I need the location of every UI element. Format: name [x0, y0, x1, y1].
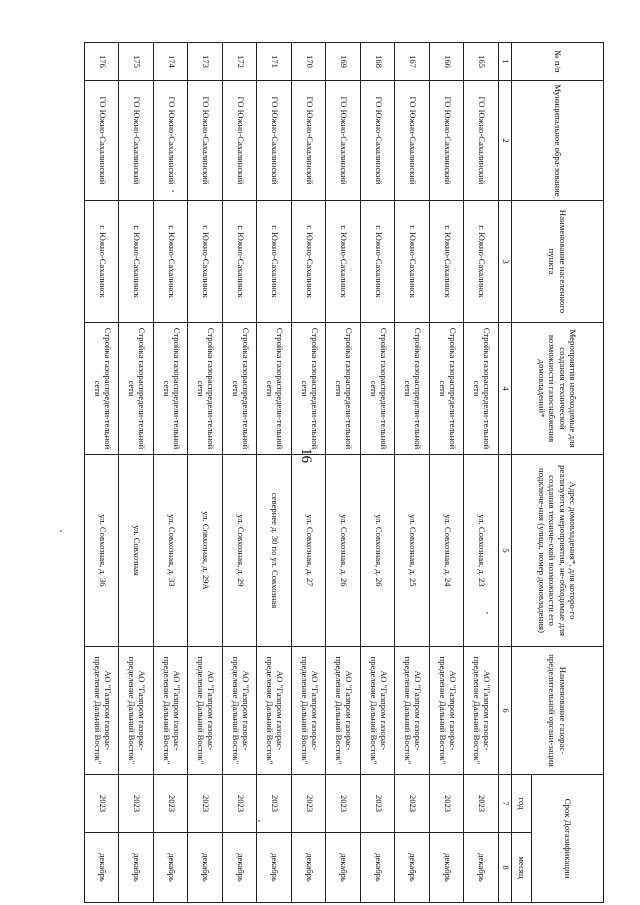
- organization-cell: АО "Газпром газорас-пределение Дальний Восток": [292, 647, 327, 775]
- settlement-cell: г. Южно-Сахалинск: [326, 201, 361, 323]
- column-number: 3: [499, 201, 512, 323]
- column-number: 5: [499, 455, 512, 647]
- settlement-cell: г. Южно-Сахалинск: [292, 201, 327, 323]
- municipality-cell: ГО Южно-Сахалинский: [119, 81, 154, 201]
- municipality-cell: ГО Южно-Сахалинский: [223, 81, 258, 201]
- row-number: 170: [292, 43, 327, 81]
- measures-cell: Стройка газораспредели-тельной сети: [395, 323, 430, 455]
- table-row: [395, 43, 430, 903]
- measures-cell: Стройка газораспредели-тельной сети: [430, 323, 465, 455]
- settlement-cell: г. Южно-Сахалинск: [119, 201, 154, 323]
- year-cell: 2023: [326, 775, 361, 833]
- measures-cell: Стройка газораспредели-тельной сети: [464, 323, 499, 455]
- organization-cell: АО "Газпром газорас-пределение Дальний Восток": [326, 647, 361, 775]
- rotated-page: [84, 42, 604, 902]
- year-cell: 2023: [188, 775, 223, 833]
- month-cell: декабрь: [430, 833, 465, 903]
- measures-cell: Стройка газораспредели-тельной сети: [119, 323, 154, 455]
- municipality-cell: ГО Южно-Сахалинский: [154, 81, 189, 201]
- settlement-cell: г. Южно-Сахалинск: [257, 201, 292, 323]
- month-cell: декабрь: [326, 833, 361, 903]
- column-number: 2: [499, 81, 512, 201]
- year-cell: 2023: [430, 775, 465, 833]
- organization-cell: АО "Газпром газорас-пределение Дальний Восток": [223, 647, 258, 775]
- measures-cell: Стройка газораспредели-тельной сети: [326, 323, 361, 455]
- row-number: 175: [119, 43, 154, 81]
- address-cell: ул. Совхозная, д. 24: [430, 455, 465, 647]
- column-number-row: [499, 43, 512, 903]
- organization-cell: АО "Газпром газорас-пределение Дальний Восток": [257, 647, 292, 775]
- measures-cell: Стройка газораспредели-тельной сети: [292, 323, 327, 455]
- municipality-cell: ГО Южно-Сахалинский: [188, 81, 223, 201]
- year-cell: 2023: [292, 775, 327, 833]
- municipality-cell: ГО Южно-Сахалинский: [292, 81, 327, 201]
- organization-cell: АО "Газпром газорас-пределение Дальний Восток": [154, 647, 189, 775]
- table-row: [119, 43, 154, 903]
- row-number: 168: [361, 43, 396, 81]
- address-cell: ул. Совхозная, д. 36: [85, 455, 120, 647]
- header-month: месяц: [512, 833, 532, 903]
- row-number: 169: [326, 43, 361, 81]
- table-row: [154, 43, 189, 903]
- month-cell: декабрь: [257, 833, 292, 903]
- column-number: 8: [499, 833, 512, 903]
- settlement-cell: г. Южно-Сахалинск: [430, 201, 465, 323]
- year-cell: 2023: [154, 775, 189, 833]
- settlement-cell: г. Южно-Сахалинск: [361, 201, 396, 323]
- column-number: 1: [499, 43, 512, 81]
- organization-cell: АО "Газпром газорас-пределение Дальний Восток": [188, 647, 223, 775]
- month-cell: декабрь: [361, 833, 396, 903]
- municipality-cell: ГО Южно-Сахалинский: [326, 81, 361, 201]
- scan-speck: [258, 820, 260, 822]
- address-cell: ул. Совхозная, д. 23: [464, 455, 499, 647]
- header-measures: Мероприятия необходимые для создания технической возможности газоснабжения домовладений*: [512, 323, 604, 455]
- table-row: [430, 43, 465, 903]
- municipality-cell: ГО Южно-Сахалинский: [257, 81, 292, 201]
- year-cell: 2023: [464, 775, 499, 833]
- address-cell: ул. Совхозная, д. 29: [223, 455, 258, 647]
- municipality-cell: ГО Южно-Сахалинский: [85, 81, 120, 201]
- organization-cell: АО "Газпром газорас-пределение Дальний Восток": [464, 647, 499, 775]
- measures-cell: Стройка газораспредели-тельной сети: [85, 323, 120, 455]
- settlement-cell: г. Южно-Сахалинск: [223, 201, 258, 323]
- measures-cell: Стройка газораспредели-тельной сети: [223, 323, 258, 455]
- year-cell: 2023: [119, 775, 154, 833]
- measures-cell: Стройка газораспредели-тельной сети: [154, 323, 189, 455]
- address-cell: ул. Совхозная, д. 29А: [188, 455, 223, 647]
- header-num: № п/п: [512, 43, 604, 81]
- municipality-cell: ГО Южно-Сахалинский: [395, 81, 430, 201]
- municipality-cell: ГО Южно-Сахалинский: [430, 81, 465, 201]
- row-number: 173: [188, 43, 223, 81]
- month-cell: декабрь: [188, 833, 223, 903]
- column-number: 6: [499, 647, 512, 775]
- address-cell: севернее д. 30 по ул. Совхозная: [257, 455, 292, 647]
- column-number: 4: [499, 323, 512, 455]
- month-cell: декабрь: [85, 833, 120, 903]
- month-cell: декабрь: [395, 833, 430, 903]
- measures-cell: Стройка газораспредели-тельной сети: [257, 323, 292, 455]
- year-cell: 2023: [223, 775, 258, 833]
- settlement-cell: г. Южно-Сахалинск: [395, 201, 430, 323]
- row-number: 166: [430, 43, 465, 81]
- table-row: [326, 43, 361, 903]
- table-row: [464, 43, 499, 903]
- month-cell: декабрь: [464, 833, 499, 903]
- month-cell: декабрь: [154, 833, 189, 903]
- table-row: [292, 43, 327, 903]
- header-municipality: Муниципальное обра-зование: [512, 81, 604, 201]
- municipality-cell: ГО Южно-Сахалинский: [464, 81, 499, 201]
- address-cell: ул. Совхозная, д. 27: [292, 455, 327, 647]
- settlement-cell: г. Южно-Сахалинск: [85, 201, 120, 323]
- organization-cell: АО "Газпром газорас-пределение Дальний Восток": [361, 647, 396, 775]
- settlement-cell: г. Южно-Сахалинск: [464, 201, 499, 323]
- organization-cell: АО "Газпром газорас-пределение Дальний Восток": [119, 647, 154, 775]
- address-cell: ул. Совхозная, д. 25: [395, 455, 430, 647]
- table-row: [361, 43, 396, 903]
- address-cell: ул. Совхозная, д. 26: [361, 455, 396, 647]
- address-cell: ул. Совхозная, д. 33: [154, 455, 189, 647]
- scan-speck: [60, 530, 62, 532]
- scan-speck: [172, 190, 174, 192]
- header-organization: Наименование газорас-пределительной органи-зации: [512, 647, 604, 775]
- measures-cell: Стройка газораспредели-тельной сети: [361, 323, 396, 455]
- row-number: 171: [257, 43, 292, 81]
- column-number: 7: [499, 775, 512, 833]
- municipality-cell: ГО Южно-Сахалинский: [361, 81, 396, 201]
- table-row: [223, 43, 258, 903]
- table-row: [257, 43, 292, 903]
- organization-cell: АО "Газпром газорас-пределение Дальний Восток": [395, 647, 430, 775]
- measures-cell: Стройка газораспредели-тельной сети: [188, 323, 223, 455]
- year-cell: 2023: [257, 775, 292, 833]
- table-row: [188, 43, 223, 903]
- year-cell: 2023: [85, 775, 120, 833]
- header-deadline: Срок Догазификации: [532, 775, 604, 903]
- header-address: Адрес домовладения*, для которо-го реализуются мероприятия, не-обходимые для создания техниче-ской возможности его подключе-ния (улица, номер домовладения): [512, 455, 604, 647]
- header-year: год: [512, 775, 532, 833]
- month-cell: декабрь: [223, 833, 258, 903]
- year-cell: 2023: [395, 775, 430, 833]
- scan-speck: [486, 612, 488, 614]
- organization-cell: АО "Газпром газорас-пределение Дальний Восток": [430, 647, 465, 775]
- gasification-table: [84, 42, 604, 903]
- row-number: 174: [154, 43, 189, 81]
- month-cell: декабрь: [292, 833, 327, 903]
- row-number: 176: [85, 43, 120, 81]
- row-number: 167: [395, 43, 430, 81]
- header-settlement: Наименование населенного пункта: [512, 201, 604, 323]
- row-number: 172: [223, 43, 258, 81]
- year-cell: 2023: [361, 775, 396, 833]
- month-cell: декабрь: [119, 833, 154, 903]
- page-number: 16: [298, 448, 314, 463]
- table-row: [85, 43, 120, 903]
- row-number: 165: [464, 43, 499, 81]
- address-cell: ул. Совхозная: [119, 455, 154, 647]
- settlement-cell: г. Южно-Сахалинск: [154, 201, 189, 323]
- settlement-cell: г. Южно-Сахалинск: [188, 201, 223, 323]
- address-cell: ул. Совхозная, д. 26: [326, 455, 361, 647]
- organization-cell: АО "Газпром газорас-пределение Дальний Восток": [85, 647, 120, 775]
